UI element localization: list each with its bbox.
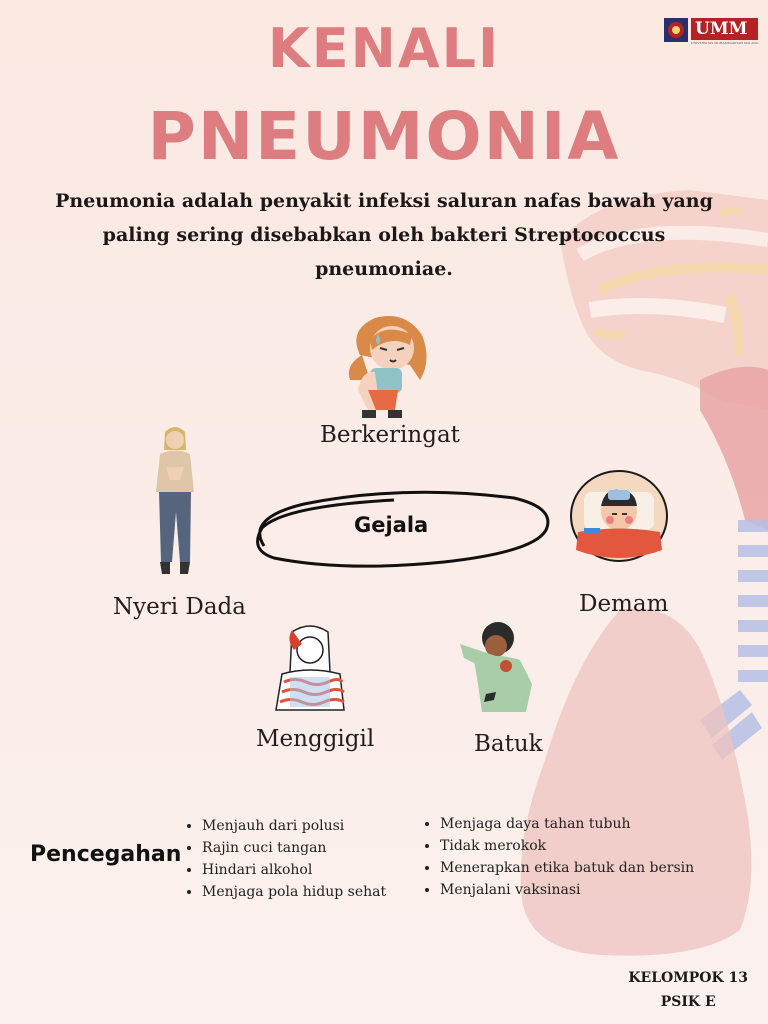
symptom-demam: Demam (579, 591, 669, 617)
symptom-batuk: Batuk (474, 731, 543, 757)
prevention-list-right (424, 813, 694, 901)
footer-line-1: KELOMPOK 13 (628, 970, 748, 986)
coughing-person-illustration (456, 614, 542, 714)
list-item: • Menjalani vaksinasi (440, 879, 694, 901)
shivering-woman-illustration (270, 622, 350, 712)
symptom-nyeri-dada: Nyeri Dada (113, 594, 246, 620)
footer-group (628, 966, 748, 1014)
title-line-1: KENALI (267, 17, 501, 80)
list-item: • Menjaga pola hidup sehat (202, 881, 386, 903)
list-item: • Tidak merokok (440, 835, 694, 857)
footer-line-2: PSIK E (660, 994, 716, 1010)
logo-subtext: UNIVERSITAS MUHAMMADIYAH MALANG (691, 41, 759, 45)
list-item: • Rajin cuci tangan (202, 837, 386, 859)
symptom-menggigil: Menggigil (256, 726, 375, 752)
pencegahan-heading: Pencegahan (30, 842, 182, 867)
prevention-list-left (186, 815, 386, 903)
gejala-label: Gejala (354, 513, 429, 537)
description-text: Pneumonia adalah penyakit infeksi saluran nafas bawah yang paling sering disebabkan oleh bakteri Streptococcus pneumoniae. (55, 190, 713, 280)
logo-text: UMM (691, 18, 758, 40)
title-line-2: PNEUMONIA (147, 98, 621, 175)
list-item: • Menjauh dari polusi (202, 815, 386, 837)
list-item: • Hindari alkohol (202, 859, 386, 881)
chest-pain-woman-illustration (150, 422, 200, 580)
fever-boy-illustration (570, 470, 668, 562)
sweating-girl-illustration (340, 310, 435, 425)
list-item: • Menerapkan etika batuk dan bersin (440, 857, 694, 879)
symptom-berkeringat: Berkeringat (320, 422, 460, 448)
list-item: • Menjaga daya tahan tubuh (440, 813, 694, 835)
